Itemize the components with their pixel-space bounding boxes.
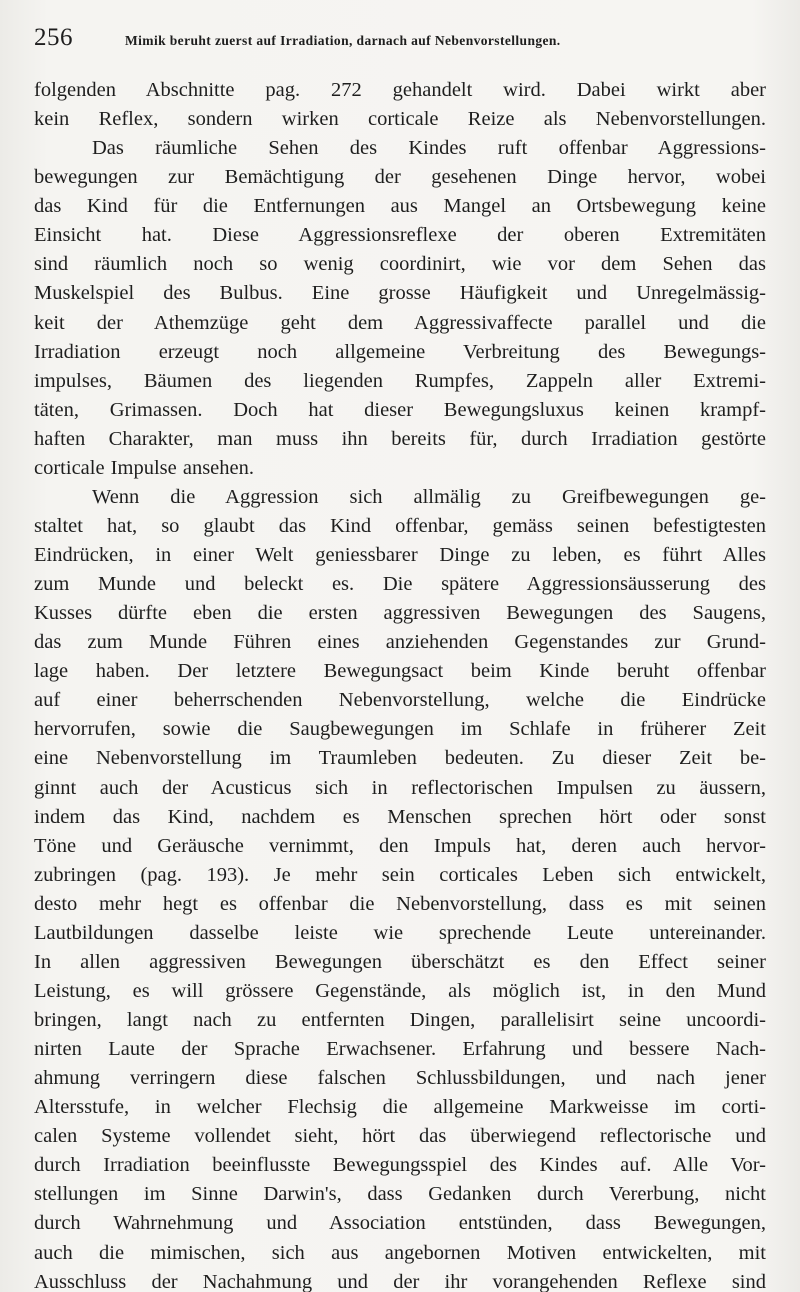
text-line: Muskelspiel des Bulbus. Eine grosse Häufigkeit und Unregelmässig- xyxy=(34,282,766,305)
text-line: sind räumlich noch so wenig coordinirt, wie vor dem Sehen das xyxy=(34,253,766,276)
text-line: hervorrufen, sowie die Saugbewegungen im Schlafe in früherer Zeit xyxy=(34,718,766,741)
text-line: keit der Athemzüge geht dem Aggressivaffecte parallel und die xyxy=(34,311,766,334)
body-text xyxy=(34,76,766,1292)
text-line: impulses, Bäumen des liegenden Rumpfes, Zappeln aller Extremi- xyxy=(34,369,766,392)
text-line: Wenn die Aggression sich allmälig zu Greifbewegungen ge- xyxy=(92,485,766,508)
text-line: das Kind für die Entfernungen aus Mangel an Ortsbewegung keine xyxy=(34,195,766,218)
text-line: In allen aggressiven Bewegungen überschätzt es den Effect seiner xyxy=(34,950,766,973)
text-line: Töne und Geräusche vernimmt, den Impuls hat, deren auch hervor- xyxy=(34,834,766,857)
text-line: Ausschluss der Nachahmung und der ihr vorangehenden Reflexe sind xyxy=(34,1270,766,1292)
text-line: Altersstufe, in welcher Flechsig die allgemeine Markweisse im corti- xyxy=(34,1096,766,1119)
text-line: folgenden Abschnitte pag. 272 gehandelt wird. Dabei wirkt aber xyxy=(34,79,766,101)
text-line: auch die mimischen, sich aus angebornen Motiven entwickelten, mit xyxy=(34,1241,766,1264)
text-line: zubringen (pag. 193). Je mehr sein corticales Leben sich entwickelt, xyxy=(34,863,766,886)
text-line: durch Wahrnehmung und Association entstünden, dass Bewegungen, xyxy=(34,1212,766,1235)
text-line: bringen, langt nach zu entfernten Dingen, parallelisirt seine uncoordi- xyxy=(34,1009,766,1031)
text-line: eine Nebenvorstellung im Traumleben bedeuten. Zu dieser Zeit be- xyxy=(34,747,766,770)
text-line: Irradiation erzeugt noch allgemeine Verbreitung des Bewegungs- xyxy=(34,340,766,363)
text-line: Lautbildungen dasselbe leiste wie sprechende Leute untereinander. xyxy=(34,921,766,944)
text-line: stellungen im Sinne Darwin's, dass Gedanken durch Vererbung, nicht xyxy=(34,1183,766,1206)
text-line: Eindrücken, in einer Welt geniessbarer Dinge zu leben, es führt Alles xyxy=(34,544,766,566)
text-line: indem das Kind, nachdem es Menschen sprechen hört oder sonst xyxy=(34,805,766,828)
text-line: corticale Impulse ansehen. xyxy=(34,456,255,479)
text-line: durch Irradiation beeinflusste Bewegungsspiel des Kindes auf. Alle Vor- xyxy=(34,1154,766,1177)
text-line: kein Reflex, sondern wirken corticale Reize als Nebenvorstellungen. xyxy=(34,108,766,131)
text-line: Das räumliche Sehen des Kindes ruft offenbar Aggressions- xyxy=(92,137,766,160)
running-head xyxy=(34,24,764,60)
text-line: lage haben. Der letztere Bewegungsact beim Kinde beruht offenbar xyxy=(34,660,766,683)
text-line: ahmung verringern diese falschen Schlussbildungen, und nach jener xyxy=(34,1067,766,1090)
text-line: desto mehr hegt es offenbar die Nebenvorstellung, dass es mit seinen xyxy=(34,892,766,915)
text-line: Kusses dürfte eben die ersten aggressiven Bewegungen des Saugens, xyxy=(34,602,766,625)
text-line: nirten Laute der Sprache Erwachsener. Erfahrung und bessere Nach- xyxy=(34,1038,766,1061)
text-line: zum Munde und beleckt es. Die spätere Aggressionsäusserung des xyxy=(34,573,766,596)
page-number: 256 xyxy=(34,24,73,51)
text-line: Einsicht hat. Diese Aggressionsreflexe der oberen Extremitäten xyxy=(34,224,766,247)
running-title: Mimik beruht zuerst auf Irradiation, darnach auf Nebenvorstellungen. xyxy=(125,33,561,48)
text-line: Leistung, es will grössere Gegenstände, als möglich ist, in den Mund xyxy=(34,979,766,1002)
text-line: haften Charakter, man muss ihn bereits für, durch Irradiation gestörte xyxy=(34,427,766,450)
text-line: calen Systeme vollendet sieht, hört das überwiegend reflectorische und xyxy=(34,1125,766,1148)
text-line: staltet hat, so glaubt das Kind offenbar, gemäss seinen befestigtesten xyxy=(34,514,766,537)
text-line: täten, Grimassen. Doch hat dieser Bewegungsluxus keinen krampf- xyxy=(34,398,766,421)
text-line: bewegungen zur Bemächtigung der gesehenen Dinge hervor, wobei xyxy=(34,166,766,189)
text-line: das zum Munde Führen eines anziehenden Gegenstandes zur Grund- xyxy=(34,631,766,654)
text-line: auf einer beherrschenden Nebenvorstellung, welche die Eindrücke xyxy=(34,689,766,712)
text-line: ginnt auch der Acusticus sich in reflectorischen Impulsen zu äussern, xyxy=(34,776,766,799)
